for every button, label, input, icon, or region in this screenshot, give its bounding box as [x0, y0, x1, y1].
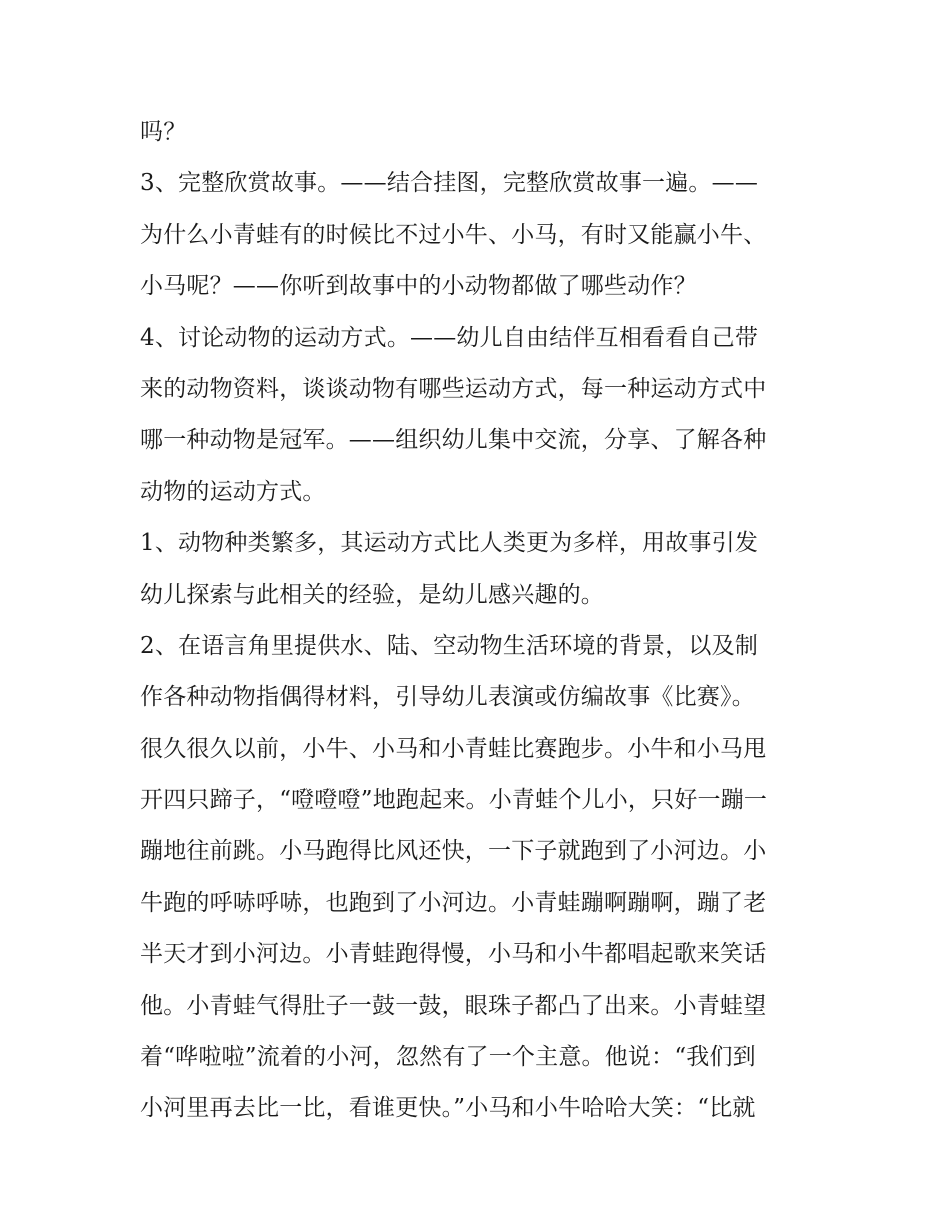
- text-line: 4、讨论动物的运动方式。——幼儿自由结伴互相看看自己带: [140, 324, 759, 351]
- text-line: 作各种动物指偶得材料，引导幼儿表演或仿编故事《比赛》。: [140, 684, 755, 711]
- text-line: 动物的运动方式。: [140, 478, 326, 505]
- text-line: 哪一种动物是冠军。——组织幼儿集中交流，分享、了解各种: [140, 427, 767, 454]
- document-body: [140, 107, 820, 1135]
- text-line: 为什么小青蛙有的时候比不过小牛、小马，有时又能赢小牛、: [140, 221, 767, 248]
- text-line: 3、完整欣赏故事。——结合挂图，完整欣赏故事一遍。——: [140, 170, 759, 197]
- text-line: 开四只蹄子，“噔噔噔”地跑起来。小青蛙个儿小，只好一蹦一: [140, 787, 768, 814]
- text-line: 牛跑的呼哧呼哧，也跑到了小河边。小青蛙蹦啊蹦啊，蹦了老: [140, 889, 767, 916]
- text-line: 幼儿探索与此相关的经验，是幼儿感兴趣的。: [140, 581, 604, 608]
- text-line: 半天才到小河边。小青蛙跑得慢，小马和小牛都唱起歌来笑话: [140, 941, 767, 968]
- text-line: 很久很久以前，小牛、小马和小青蛙比赛跑步。小牛和小马甩: [140, 735, 767, 762]
- text-line: 着“哗啦啦”流着的小河，忽然有了一个主意。他说：“我们到: [140, 1044, 756, 1071]
- text-line: 2、在语言角里提供水、陆、空动物生活环境的背景，以及制: [140, 632, 759, 659]
- text-line: 1、动物种类繁多，其运动方式比人类更为多样，用故事引发: [140, 530, 759, 557]
- text-line: 吗？: [140, 119, 187, 145]
- text-line: 蹦地往前跳。小马跑得比风还快，一下子就跑到了小河边。小: [140, 838, 767, 865]
- text-line: 小马呢？——你听到故事中的小动物都做了哪些动作？: [140, 273, 697, 300]
- text-line: 他。小青蛙气得肚子一鼓一鼓，眼珠子都凸了出来。小青蛙望: [140, 992, 767, 1019]
- text-line: 小河里再去比一比，看谁更快。”小马和小牛哈哈大笑：“比就: [140, 1095, 756, 1122]
- text-line: 来的动物资料，谈谈动物有哪些运动方式，每一种运动方式中: [140, 375, 767, 402]
